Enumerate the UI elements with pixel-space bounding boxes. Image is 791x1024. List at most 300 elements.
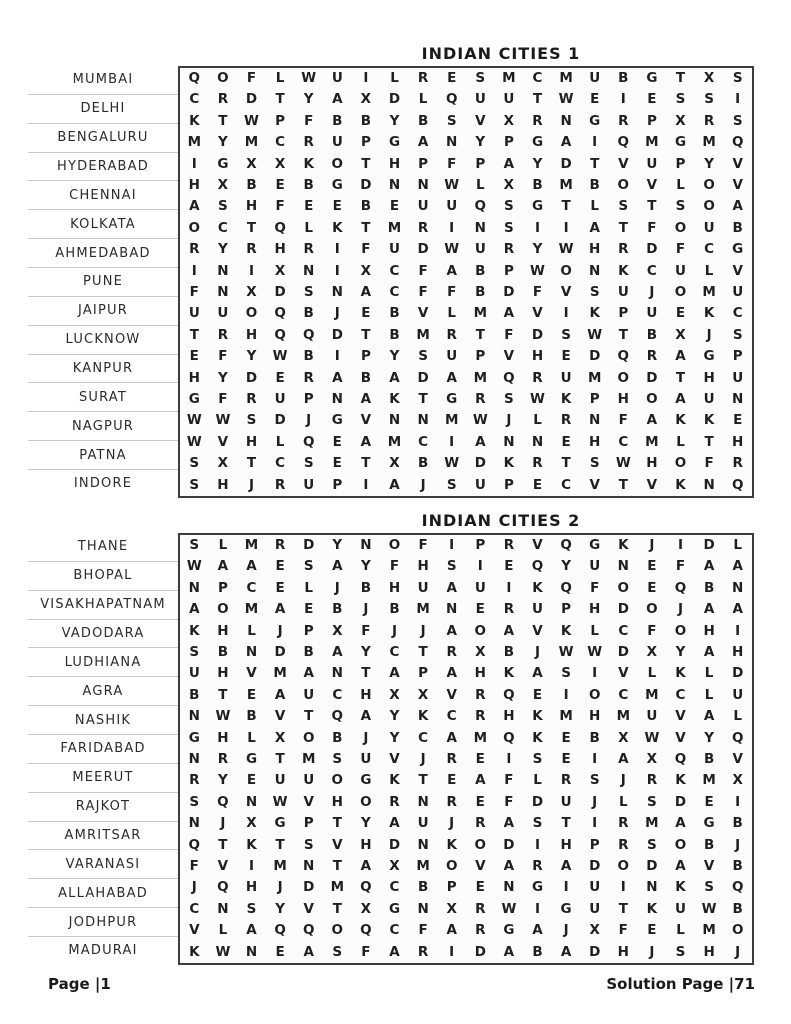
grid-letter: G xyxy=(703,348,715,365)
grid-letter: N xyxy=(331,390,343,407)
grid-letter: A xyxy=(274,686,286,703)
grid-letter: L xyxy=(647,665,657,682)
grid-letter: V xyxy=(246,665,257,682)
grid-letter: V xyxy=(732,155,743,172)
grid-letter: B xyxy=(303,176,314,193)
grid-letter: J xyxy=(334,305,340,322)
grid-letter: R xyxy=(618,112,629,129)
word-list-item: MEERUT xyxy=(28,763,178,792)
grid-letter: C xyxy=(217,219,228,236)
grid-letter: Y xyxy=(332,536,343,553)
grid-letter: M xyxy=(473,729,488,746)
grid-letter: O xyxy=(646,601,658,618)
grid-letter: B xyxy=(332,112,343,129)
grid-letter: P xyxy=(503,476,514,493)
grid-letter: S xyxy=(475,69,486,86)
grid-column-2 xyxy=(178,511,754,965)
grid-letter: G xyxy=(388,900,401,917)
grid-letter: T xyxy=(561,455,571,472)
grid-letter: J xyxy=(649,536,655,553)
grid-letter: J xyxy=(563,922,569,939)
grid-letter: N xyxy=(503,879,515,896)
grid-letter: V xyxy=(646,476,658,493)
word-list-2 xyxy=(28,533,178,965)
grid-letter: V xyxy=(217,433,229,450)
grid-letter: M xyxy=(645,433,659,450)
grid-letter: M xyxy=(244,536,259,553)
grid-letter: O xyxy=(674,455,687,472)
word-list-item: AGRA xyxy=(28,676,178,705)
grid-letter: A xyxy=(560,134,572,151)
grid-letter: Y xyxy=(246,348,257,365)
grid-letter: C xyxy=(618,622,629,639)
grid-letter: G xyxy=(531,134,544,151)
grid-letter: U xyxy=(503,91,515,108)
grid-letter: Q xyxy=(302,326,315,343)
grid-letter: Q xyxy=(731,134,744,151)
grid-letter: F xyxy=(532,283,543,300)
grid-letter: M xyxy=(244,134,259,151)
grid-letter: U xyxy=(474,476,486,493)
grid-letter: C xyxy=(332,686,343,703)
grid-letter: R xyxy=(732,455,743,472)
grid-letter: J xyxy=(334,579,340,596)
grid-letter: W xyxy=(186,433,202,450)
grid-letter: K xyxy=(646,900,658,917)
grid-letter: L xyxy=(390,69,399,86)
grid-letter: A xyxy=(475,433,486,450)
grid-letter: A xyxy=(360,390,372,407)
grid-letter: R xyxy=(389,793,400,810)
grid-letter: A xyxy=(475,772,486,789)
grid-letter: J xyxy=(620,772,626,789)
grid-letter: S xyxy=(618,198,629,215)
grid-letter: E xyxy=(475,793,485,810)
grid-letter: M xyxy=(416,601,430,618)
grid-letter: A xyxy=(503,943,515,960)
grid-letter: R xyxy=(475,390,486,407)
grid-letter: E xyxy=(189,348,199,365)
grid-letter: R xyxy=(217,750,229,767)
grid-letter: Q xyxy=(217,793,229,810)
grid-letter: M xyxy=(559,176,573,193)
grid-letter: Q xyxy=(674,750,687,767)
grid-letter: A xyxy=(646,412,658,429)
grid-letter: A xyxy=(589,219,600,236)
grid-letter: Y xyxy=(218,241,228,258)
puzzle-indian-cities-1 xyxy=(28,44,754,498)
grid-letter: H xyxy=(245,433,258,450)
grid-letter: T xyxy=(675,369,686,386)
grid-letter: Q xyxy=(731,476,744,493)
grid-letter: A xyxy=(675,390,686,407)
grid-letter: W xyxy=(215,943,231,960)
word-list-item: AHMEDABAD xyxy=(28,238,178,267)
grid-letter: G xyxy=(560,900,572,917)
letter-grid-2 xyxy=(178,533,754,965)
grid-letter: B xyxy=(417,455,429,472)
grid-letter: F xyxy=(418,922,428,939)
grid-letter: C xyxy=(646,262,657,279)
grid-letter: A xyxy=(389,476,400,493)
grid-letter: H xyxy=(245,326,258,343)
grid-letter: Q xyxy=(331,708,344,725)
grid-letter: T xyxy=(246,219,257,236)
grid-letter: E xyxy=(704,793,714,810)
grid-letter: N xyxy=(732,390,744,407)
grid-letter: C xyxy=(418,433,429,450)
grid-letter: M xyxy=(702,283,716,300)
grid-letter: M xyxy=(273,857,287,874)
grid-letter: D xyxy=(303,879,315,896)
grid-letter: H xyxy=(217,729,229,746)
grid-letter: F xyxy=(704,455,714,472)
grid-letter: F xyxy=(218,348,228,365)
grid-letter: A xyxy=(503,815,515,832)
grid-letter: R xyxy=(274,536,286,553)
grid-letter: U xyxy=(560,793,572,810)
grid-letter: I xyxy=(506,750,512,767)
grid-letter: X xyxy=(246,155,257,172)
grid-letter: S xyxy=(303,836,314,853)
grid-letter: X xyxy=(274,155,286,172)
grid-letter: R xyxy=(217,326,229,343)
grid-letter: T xyxy=(561,198,571,215)
grid-letter: U xyxy=(732,686,744,703)
grid-letter: C xyxy=(189,900,200,917)
grid-letter: R xyxy=(417,219,429,236)
grid-letter: L xyxy=(418,91,428,108)
grid-letter: Q xyxy=(503,686,515,703)
grid-letter: T xyxy=(418,390,428,407)
grid-letter: U xyxy=(274,390,286,407)
grid-letter: S xyxy=(303,558,314,575)
grid-letter: T xyxy=(332,900,342,917)
grid-letter: K xyxy=(560,622,572,639)
grid-letter: O xyxy=(302,729,315,746)
grid-letter: J xyxy=(391,622,397,639)
grid-letter: F xyxy=(618,922,628,939)
grid-letter: D xyxy=(274,643,286,660)
grid-letter: X xyxy=(503,112,515,129)
grid-letter: H xyxy=(646,455,658,472)
grid-letter: K xyxy=(417,708,429,725)
grid-letter: K xyxy=(246,836,257,853)
grid-letter: L xyxy=(275,69,285,86)
grid-letter: X xyxy=(217,176,229,193)
grid-letter: O xyxy=(703,176,715,193)
grid-letter: Q xyxy=(503,369,515,386)
grid-letter: W xyxy=(244,112,259,129)
grid-letter: L xyxy=(704,262,714,279)
grid-letter: C xyxy=(389,283,400,300)
grid-letter: S xyxy=(332,943,343,960)
grid-letter: O xyxy=(217,601,229,618)
grid-letter: C xyxy=(189,91,200,108)
grid-letter: T xyxy=(332,857,342,874)
grid-letter: U xyxy=(646,305,658,322)
grid-letter: E xyxy=(561,750,571,767)
grid-letter: T xyxy=(275,750,285,767)
grid-letter: S xyxy=(189,476,200,493)
grid-letter: N xyxy=(360,536,372,553)
word-list-item: KOLKATA xyxy=(28,209,178,238)
grid-letter: U xyxy=(589,879,601,896)
grid-letter: B xyxy=(703,750,715,767)
grid-letter: K xyxy=(532,708,543,725)
grid-letter: D xyxy=(274,412,286,429)
grid-letter: U xyxy=(417,198,429,215)
grid-letter: U xyxy=(474,91,486,108)
grid-letter: D xyxy=(331,326,343,343)
grid-letter: M xyxy=(702,134,716,151)
grid-letter: E xyxy=(332,433,342,450)
grid-letter: M xyxy=(616,708,631,725)
grid-letter: O xyxy=(245,305,258,322)
grid-letter: E xyxy=(647,91,657,108)
grid-letter: J xyxy=(277,879,283,896)
grid-letter: G xyxy=(331,412,343,429)
grid-letter: O xyxy=(646,390,658,407)
grid-letter: A xyxy=(360,708,372,725)
word-list-item: NASHIK xyxy=(28,705,178,734)
grid-letter: I xyxy=(191,155,197,172)
grid-letter: M xyxy=(587,369,602,386)
grid-letter: K xyxy=(618,262,629,279)
word-list-item: HYDERABAD xyxy=(28,152,178,181)
grid-letter: J xyxy=(420,750,426,767)
grid-letter: H xyxy=(703,943,715,960)
grid-letter: G xyxy=(245,750,258,767)
grid-letter: N xyxy=(417,412,429,429)
grid-letter: T xyxy=(618,476,628,493)
grid-letter: Y xyxy=(303,91,314,108)
grid-letter: N xyxy=(217,262,229,279)
grid-letter: P xyxy=(475,348,486,365)
grid-letter: Q xyxy=(302,433,315,450)
grid-letter: F xyxy=(361,943,371,960)
grid-letter: E xyxy=(275,176,285,193)
grid-letter: H xyxy=(388,579,401,596)
grid-letter: I xyxy=(449,536,455,553)
word-list-item: KANPUR xyxy=(28,354,178,383)
grid-letter: V xyxy=(560,283,572,300)
grid-letter: V xyxy=(360,412,372,429)
grid-letter: A xyxy=(703,601,715,618)
grid-letter: P xyxy=(217,579,228,596)
grid-letter: J xyxy=(449,815,455,832)
grid-letter: M xyxy=(416,857,430,874)
word-list-item: BHOPAL xyxy=(28,561,178,590)
grid-letter: G xyxy=(331,176,343,193)
grid-letter: W xyxy=(558,643,574,660)
grid-letter: I xyxy=(477,558,483,575)
grid-letter: E xyxy=(275,579,285,596)
grid-letter: O xyxy=(617,857,630,874)
grid-letter: B xyxy=(618,69,629,86)
grid-letter: B xyxy=(589,176,600,193)
grid-letter: D xyxy=(360,176,372,193)
grid-letter: M xyxy=(473,369,488,386)
grid-letter: E xyxy=(475,879,485,896)
grid-letter: O xyxy=(674,836,687,853)
grid-letter: H xyxy=(217,665,229,682)
grid-letter: M xyxy=(559,708,573,725)
grid-letter: B xyxy=(332,601,343,618)
grid-letter: E xyxy=(475,750,485,767)
grid-letter: R xyxy=(475,900,486,917)
grid-letter: T xyxy=(418,772,428,789)
grid-letter: F xyxy=(504,772,514,789)
grid-letter: E xyxy=(647,922,657,939)
grid-letter: J xyxy=(248,476,254,493)
grid-letter: E xyxy=(332,455,342,472)
grid-letter: G xyxy=(188,390,200,407)
grid-letter: L xyxy=(218,922,228,939)
grid-letter: D xyxy=(503,283,515,300)
grid-letter: A xyxy=(703,643,715,660)
grid-letter: U xyxy=(188,305,200,322)
grid-letter: J xyxy=(506,412,512,429)
grid-letter: I xyxy=(563,686,569,703)
grid-letter: R xyxy=(475,686,486,703)
grid-letter: V xyxy=(475,857,486,874)
grid-letter: P xyxy=(675,155,686,172)
word-list-1 xyxy=(28,66,178,498)
grid-letter: B xyxy=(360,369,372,386)
grid-letter: V xyxy=(675,729,686,746)
grid-letter: T xyxy=(475,326,485,343)
grid-letter: D xyxy=(646,241,658,258)
grid-letter: Q xyxy=(302,922,315,939)
grid-letter: A xyxy=(446,729,457,746)
grid-letter: L xyxy=(218,536,228,553)
grid-letter: L xyxy=(676,176,685,193)
grid-letter: A xyxy=(189,198,200,215)
grid-letter: U xyxy=(617,283,629,300)
grid-letter: W xyxy=(301,69,317,86)
grid-letter: O xyxy=(674,219,687,236)
grid-letter: V xyxy=(732,262,743,279)
grid-letter: S xyxy=(504,390,514,407)
grid-letter: B xyxy=(246,708,257,725)
grid-letter: U xyxy=(303,772,315,789)
grid-letter: E xyxy=(733,412,743,429)
grid-letter: K xyxy=(446,836,457,853)
grid-letter: S xyxy=(218,198,228,215)
grid-letter: E xyxy=(647,558,657,575)
grid-letter: D xyxy=(589,943,601,960)
grid-letter: Q xyxy=(674,579,687,596)
grid-letter: W xyxy=(215,708,231,725)
grid-letter: A xyxy=(417,134,429,151)
grid-letter: S xyxy=(303,283,314,300)
grid-letter: B xyxy=(246,176,257,193)
grid-letter: L xyxy=(590,198,599,215)
grid-letter: I xyxy=(563,219,569,236)
grid-letter: E xyxy=(504,558,514,575)
grid-letter: R xyxy=(217,91,229,108)
grid-letter: R xyxy=(303,241,314,258)
grid-letter: Q xyxy=(188,836,201,853)
grid-letter: T xyxy=(218,836,228,853)
word-list-item: INDORE xyxy=(28,469,178,498)
word-list-item: AMRITSAR xyxy=(28,821,178,850)
grid-letter: G xyxy=(531,198,544,215)
grid-letter: G xyxy=(388,134,401,151)
grid-letter: Y xyxy=(704,729,714,746)
grid-letter: R xyxy=(189,241,200,258)
grid-letter: R xyxy=(503,536,515,553)
grid-letter: F xyxy=(590,579,600,596)
grid-letter: P xyxy=(503,262,514,279)
grid-letter: I xyxy=(620,879,626,896)
grid-letter: V xyxy=(675,708,686,725)
grid-letter: E xyxy=(304,198,314,215)
grid-letter: O xyxy=(617,579,630,596)
grid-letter: T xyxy=(361,219,371,236)
grid-letter: Y xyxy=(389,348,400,365)
grid-letter: K xyxy=(675,772,686,789)
grid-letter: P xyxy=(618,305,629,322)
grid-letter: J xyxy=(649,943,655,960)
grid-letter: J xyxy=(735,836,741,853)
grid-letter: W xyxy=(272,793,288,810)
grid-letter: B xyxy=(303,305,314,322)
grid-letter: L xyxy=(533,772,542,789)
grid-letter: J xyxy=(677,601,683,618)
grid-letter: X xyxy=(389,857,400,874)
grid-letter: J xyxy=(706,326,712,343)
grid-letter: K xyxy=(532,729,543,746)
grid-letter: U xyxy=(560,369,572,386)
grid-letter: D xyxy=(388,836,401,853)
solution-page-ref: Solution Page |71 xyxy=(606,975,755,993)
grid-letter: I xyxy=(334,241,340,258)
grid-letter: U xyxy=(389,241,400,258)
grid-letter: N xyxy=(474,219,486,236)
grid-letter: N xyxy=(531,433,544,450)
word-list-item: VISAKHAPATNAM xyxy=(28,590,178,619)
grid-letter: A xyxy=(732,558,743,575)
puzzle-title-1: INDIAN CITIES 1 xyxy=(421,44,581,63)
grid-letter: W xyxy=(444,455,460,472)
grid-letter: L xyxy=(733,708,742,725)
grid-letter: V xyxy=(532,305,543,322)
grid-letter: B xyxy=(389,305,400,322)
grid-letter: T xyxy=(361,155,371,172)
grid-letter: B xyxy=(703,836,715,853)
grid-letter: V xyxy=(503,348,515,365)
grid-letter: T xyxy=(418,643,428,660)
grid-letter: J xyxy=(306,412,312,429)
grid-letter: N xyxy=(417,176,429,193)
grid-letter: D xyxy=(388,91,401,108)
grid-letter: M xyxy=(244,601,259,618)
grid-letter: A xyxy=(360,283,372,300)
grid-letter: V xyxy=(274,708,286,725)
grid-letter: V xyxy=(618,155,629,172)
grid-letter: N xyxy=(303,857,315,874)
grid-letter: B xyxy=(503,643,515,660)
grid-letter: B xyxy=(646,326,658,343)
grid-letter: R xyxy=(618,836,629,853)
grid-letter: A xyxy=(675,815,686,832)
grid-letter: N xyxy=(417,836,429,853)
grid-letter: U xyxy=(732,369,744,386)
grid-letter: X xyxy=(274,262,286,279)
grid-letter: X xyxy=(475,643,486,660)
